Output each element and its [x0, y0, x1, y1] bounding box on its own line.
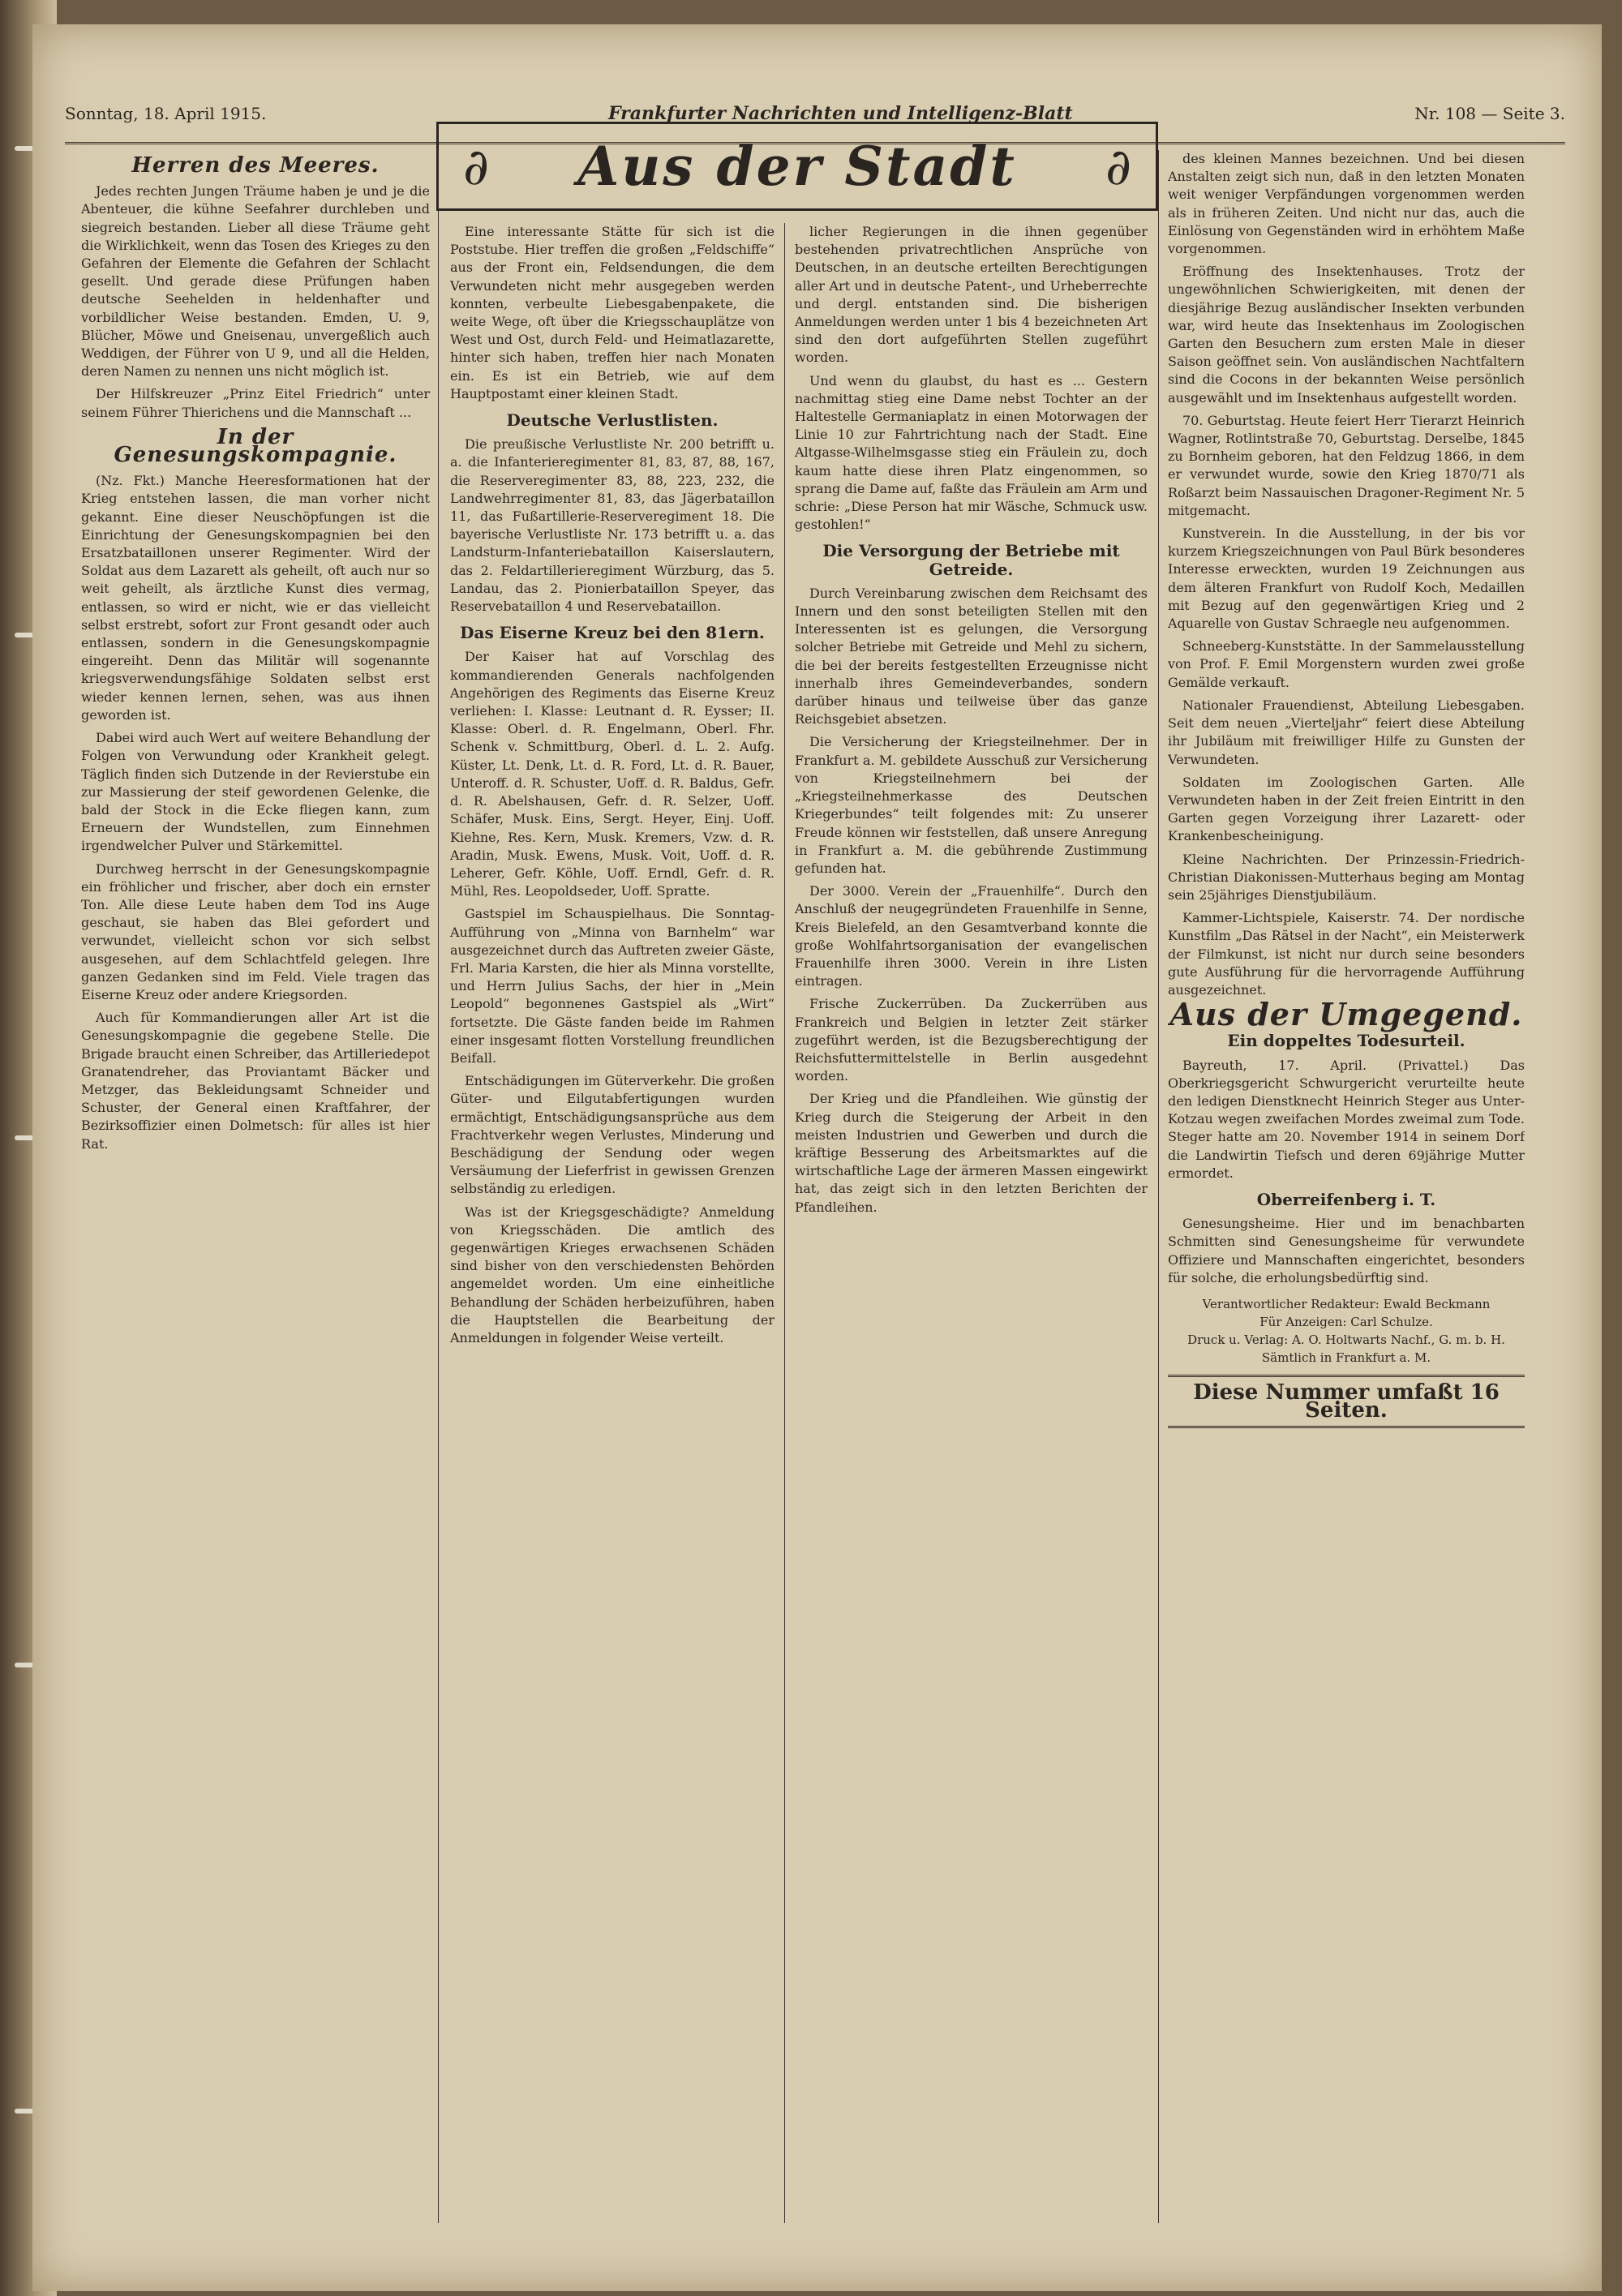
column-divider — [784, 223, 785, 2223]
article-heading: Oberreifenberg i. T. — [1256, 1189, 1436, 1209]
article-heading: In der Genesungskompagnie. — [114, 424, 397, 468]
article-heading: Herren des Meeres. — [131, 153, 380, 178]
imprint-line: Für Anzeigen: Carl Schulze. — [1259, 1314, 1433, 1329]
article-paragraph: Kammer-Lichtspiele, Kaiserstr. 74. Der nordische Kunstfilm „Das Rätsel in der Nacht“, ein Meisterwerk der Filmkunst, ist nicht nur durch seine besonders gute Ausführung für die hervorragende Aufführung ausgezeichnet. — [1168, 910, 1525, 998]
article-paragraph: Schneeberg-Kunststätte. In der Sammelausstellung von Prof. F. Emil Morgenstern wurden zwei große Gemälde verkauft. — [1168, 638, 1525, 690]
article-heading: Das Eiserne Kreuz bei den 81ern. — [460, 623, 765, 643]
column-divider — [1158, 150, 1159, 2223]
header-date: Sonntag, 18. April 1915. — [65, 104, 267, 123]
article-paragraph: Gastspiel im Schauspielhaus. Die Sonntag-Aufführung von „Minna von Barnhelm“ war ausgezeichnet durch das Auftreten zweier Gäste, Frl. Maria Karsten, die hier als Minna vorstellte, und Herrn Julius Sachs, der hier in „Mein Leopold“ begonnenes Gastspiel als „Wirt“ fortsetzte. Die Gäste fanden beide im Rahmen einer insgesamt flotten Vorstellung freundlichen Beifall. — [450, 906, 775, 1066]
section-heading: Aus der Umgegend. — [1169, 996, 1523, 1033]
article-paragraph: Kunstverein. In die Ausstellung, in der bis vor kurzem Kriegszeichnungen von Paul Bürk besonderes Interesse erweckten, wurden 19 Zeichnungen aus dem älteren Frankfurt von Rudolf Koch, Medaillen mit Bezug auf den gegenwärtigen Krieg und 2 Aquarelle von Gustav Schraegle neu aufgenommen. — [1168, 526, 1525, 632]
article-heading: Deutsche Verlustlisten. — [506, 410, 719, 431]
article-paragraph: Kleine Nachrichten. Der Prinzessin-Friedrich-Christian Diakonissen-Mutterhaus beging am Montag sein 25jähriges Dienstjubiläum. — [1168, 851, 1525, 903]
article-paragraph: (Nz. Fkt.) Manche Heeresformationen hat der Krieg entstehen lassen, die man vorher nicht gekannt. Eine dieser Neuschöpfungen ist die Einrichtung der Genesungskompagnien bei den Ersatzbataillonen unserer Regimenter. Wird der Soldat aus dem Lazarett als geheilt, oft auch nur so weit geheilt, als ärztliche Kunst dies vermag, entlassen, so wird er nicht, wie er das vielleicht selbst erstrebt, sofort zur Front gesandt oder auch entlassen, sondern in die Genesungskompagnie eingereiht. Denn das Militär will sogenannte kriegsverwendungsfähige Soldaten selbst erst wieder kennen lernen, sehen, was aus ihnen geworden ist. — [81, 473, 430, 723]
article-paragraph: Entschädigungen im Güterverkehr. Die großen Güter- und Eilgutabfertigungen wurden ermächtigt, Entschädigungsansprüche aus dem Frachtverkehr wegen Verlustes, Minderung und Beschädigung der Sendung oder wegen Versäumung der Lieferfrist in gewissen Grenzen selbständig zu erledigen. — [450, 1073, 775, 1197]
header-paper-title: Frankfurter Nachrichten und Intelligenz-Blatt — [607, 103, 1073, 124]
imprint-line: Druck u. Verlag: A. O. Holtwarts Nachf., G. m. b. H. — [1187, 1332, 1505, 1347]
article-paragraph: Der Krieg und die Pfandleihen. Wie günstig der Krieg durch die Steigerung der Arbeit in den meisten Industrien und Gewerben und durch die kräftige Besserung des Arbeitsmarktes auf die wirtschaftliche Lage der ärmeren Massen eingewirkt hat, das zeigt sich in den letzten Berichten der Pfandleihen. — [795, 1091, 1148, 1215]
article-paragraph: Frische Zuckerrüben. Da Zuckerrüben aus Frankreich und Belgien in letzter Zeit stärker zugeführt werden, ist die Bezugsberechtigung der Reichsfuttermittelstelle in Berlin ausgedehnt worden. — [795, 996, 1148, 1084]
section-title: Aus der Stadt — [577, 135, 1017, 198]
column-4 — [1168, 150, 1525, 2247]
article-paragraph: Und wenn du glaubst, du hast es ... Gestern nachmittag stieg eine Dame nebst Tochter an der Haltestelle Germaniaplatz in einen Motorwagen der Linie 10 zur Fahrtrichtung nach der Stadt. Eine Altgasse-Wilhelmsgasse stieg ein Fräulein zu, doch kaum hatte diese ihren Platz eingenommen, so sprang die Dame auf, faßte das Fräulein am Arm und schrie: „Diese Person hat mir Wäsche, Schmuck usw. gestohlen!“ — [795, 372, 1148, 533]
article-paragraph: Durch Vereinbarung zwischen dem Reichsamt des Innern und den sonst beteiligten Stellen mit den Interessenten ist es gelungen, die Versorgung solcher Betriebe mit Getreide und Mehl zu sichern, die bei der bereits festgestellten Erzeugnisse nicht innerhalb ihres Gemeindeverbandes, sondern darüber hinaus und teilweise über das ganze Reichsgebiet absetzen. — [795, 585, 1148, 727]
article-paragraph: Jedes rechten Jungen Träume haben je und je die Abenteuer, die kühne Seefahrer durchleben und siegreich bestanden. Lieber all diese Träume geht die Wirklichkeit, wenn das Tosen des Krieges zu den Gefahren der Elemente die Gefahren der Schlacht gesellt. Und gerade diese Prüfungen haben deutsche Seehelden in heldenhafter und vorbildlicher Weise bestanden. Emden, U. 9, Blücher, Möwe und Gneisenau, unvergeßlich auch Weddigen, der Führer von U 9, und all die Helden, deren Namen zu nennen uns nicht möglich ist. — [81, 183, 430, 380]
article-paragraph: Dabei wird auch Wert auf weitere Behandlung der Folgen von Verwundung oder Krankheit gelegt. Täglich finden sich Dutzende in der Revierstube ein zur Massierung der steif gewordenen Gelenke, die bald der Stock in die Ecke fliegen kann, zum Erneuern der Wundstellen, zum Einnehmen irgendwelcher Pulver und Stärkemittel. — [81, 730, 430, 854]
article-paragraph: Bayreuth, 17. April. (Privattel.) Das Oberkriegsgericht Schwurgericht verurteilte heute den ledigen Dienstknecht Heinrich Steger aus Unter-Kotzau wegen zweifachen Mordes zweimal zum Tode. Steger hatte am 20. November 1914 in seinem Dorf die Landwirtin Tiefsch und deren 69jährige Mutter ermordet. — [1168, 1057, 1525, 1181]
article-paragraph: Genesungsheime. Hier und im benachbarten Schmitten sind Genesungsheime für verwundete Offiziere und Mannschaften eingerichtet, besonders für solche, die erholungsbedürftig sind. — [1168, 1216, 1525, 1285]
article-paragraph: Der Hilfskreuzer „Prinz Eitel Friedrich“ unter seinem Führer Thierichens und die Mannschaft ... — [81, 386, 430, 420]
article-paragraph: Auch für Kommandierungen aller Art ist die Genesungskompagnie die gegebene Stelle. Die Brigade braucht einen Schreiber, das Artilleriedepot Granatendreher, das Proviantamt Bäcker und Metzger, das Bekleidungsamt Schneider und Schuster, der General einen Kraftfahrer, der Bezirksoffizier einen Dolmetsch: für alles ist hier Rat. — [81, 1010, 430, 1152]
article-paragraph: licher Regierungen in die ihnen gegenüber bestehenden privatrechtlichen Ansprüche von Deutschen, in an deutsche erteilten Berechtigungen aller Art und in deutsche Patent-, und Urheberrechte und dergl. entstanden sind. Die bisherigen Anmeldungen werden unter 1 bis 4 bezeichneten Art sind den dort aufgeführten Stellen zugeführt worden. — [795, 224, 1148, 366]
section-masthead — [436, 122, 1158, 211]
article-paragraph: Die preußische Verlustliste Nr. 200 betrifft u. a. die Infanterieregimenter 81, 83, 87, 88, 167, die Reserveregimenter 83, 88, 223, 232, die Landwehrregimenter 81, 83, das Jägerbataillon 11, das Fußartillerie-Reserveregiment 18. Die bayerische Verlustliste Nr. 173 betrifft u. a. das Landsturm-Infanteriebataillon Kaiserslautern, das 2. Feldartillerieregiment Würzburg, das 5. Landau, das 2. Pionierbataillon Speyer, das Reservebataillon 4 und Reservebataillon. — [450, 436, 775, 615]
imprint-line: Verantwortlicher Redakteur: Ewald Beckmann — [1202, 1296, 1491, 1311]
article-heading: Die Versorgung der Betriebe mit Getreide. — [822, 541, 1120, 579]
article-paragraph: des kleinen Mannes bezeichnen. Und bei diesen Anstalten zeigt sich nun, daß in den letzten Monaten weit weniger Verpfändungen vorgenommen werden als in früheren Zeiten. Und nicht nur das, auch die Einlösung von Gegenständen wird in erhöhtem Maße vorgenommen. — [1168, 151, 1525, 257]
article-paragraph: Die Versicherung der Kriegsteilnehmer. Der in Frankfurt a. M. gebildete Ausschuß zur Versicherung von Kriegsteilnehmern bei der „Kriegsteilnehmerkasse des Deutschen Kriegerbundes“ teilt folgendes mit: Zu unserer Freude können wir feststellen, daß unsere Anregung in Frankfurt a. M. die gebührende Zustimmung gefunden hat. — [795, 734, 1148, 876]
column-2 — [450, 223, 775, 2223]
article-paragraph: Eine interessante Stätte für sich ist die Poststube. Hier treffen die großen „Feldschiffe“ aus der Front ein, Feldsendungen, die dem Verwundeten nicht mehr ausgegeben werden konnten, verbeulte Liebesgabenpakete, die weite Wege, oft über die Kriegsschauplätze von West und Ost, durch Feld- und Heimatlazarette, hinter sich haben, treffen hier nach Monaten ein. Es ist ein Betrieb, wie auf dem Hauptpostamt einer kleinen Stadt. — [450, 224, 775, 401]
page-count-notice: Diese Nummer umfaßt 16 Seiten. — [1168, 1375, 1525, 1428]
ornament-left-icon: ∂ — [463, 136, 490, 196]
column-3 — [795, 223, 1148, 2223]
article-paragraph: Der 3000. Verein der „Frauenhilfe“. Durch den Anschluß der neugegründeten Frauenhilfe in Senne, Kreis Bielefeld, an den Gesamtverband konnte die große Wohlfahrtsorganisation der evangelischen Frauenhilfe ihren 3000. Verein in ihre Listen eintragen. — [795, 883, 1148, 989]
article-paragraph: Eröffnung des Insektenhauses. Trotz der ungewöhnlichen Schwierigkeiten, mit denen der diesjährige Bezug ausländischer Insekten verbunden war, wird heute das Insektenhaus im Zoologischen Garten den Besuchern zum ersten Male in dieser Saison geöffnet sein. Von ausländischen Nachtfaltern sind die Cocons in der bekannten Weise persönlich ausgewählt und im Insektenhaus aufgestellt worden. — [1168, 264, 1525, 406]
column-divider — [438, 150, 439, 2223]
article-heading: Ein doppeltes Todesurteil. — [1227, 1031, 1465, 1051]
header-page-number: Nr. 108 — Seite 3. — [1414, 104, 1565, 123]
article-paragraph: Was ist der Kriegsgeschädigte? Anmeldung von Kriegsschäden. Die amtlich des gegenwärtigen Krieges erwachsenen Schäden sind bisher von den verschiedensten Behörden angemeldet worden. Um eine einheitliche Behandlung der Schäden herbeizuführen, haben die Hauptstellen die Bearbeitung der Anmeldungen in folgender Weise verteilt. — [450, 1204, 775, 1345]
column-1 — [81, 150, 430, 2223]
ornament-right-icon: ∂ — [1105, 136, 1131, 196]
article-paragraph: Soldaten im Zoologischen Garten. Alle Verwundeten haben in der Zeit freien Eintritt in den Garten gegen Vorzeigung ihrer Lazarett- oder Krankenbescheinigung. — [1168, 774, 1525, 844]
article-paragraph: Nationaler Frauendienst, Abteilung Liebesgaben. Seit dem neuen „Vierteljahr“ feiert diese Abteilung ihr Jubiläum mit freiwilliger Hilfe zu Gunsten der Verwundeten. — [1168, 697, 1525, 767]
imprint — [1168, 1295, 1525, 1367]
imprint-line: Sämtlich in Frankfurt a. M. — [1261, 1350, 1431, 1365]
article-paragraph: Durchweg herrscht in der Genesungskompagnie ein fröhlicher und frischer, aber doch ein ernster Ton. Alle diese Leute haben dem Tod ins Auge geschaut, sie haben das Blei gefordert und verwundet, vielleicht schon vor sich selbst ausgesehen, auf dem Schlachtfeld gelegen. Ihre ganzen Gedanken sind im Feld. Viele tragen das Eiserne Kreuz oder andere Kriegsorden. — [81, 860, 430, 1002]
article-paragraph: 70. Geburtstag. Heute feiert Herr Tierarzt Heinrich Wagner, Rotlintstraße 70, Geburtstag. Derselbe, 1845 zu Bornheim geboren, hat den Feldzug 1866, in dem er verwundet wurde, sowie den Krieg 1870/71 als Roßarzt beim Nassauischen Dragoner-Regiment Nr. 5 mitgemacht. — [1168, 412, 1525, 518]
article-paragraph: Der Kaiser hat auf Vorschlag des kommandierenden Generals nachfolgenden Angehörigen des Regiments das Eiserne Kreuz verliehen: I. Klasse: Leutnant d. R. Eysser; II. Klasse: Oberl. d. R. Engelmann, Oberl. Fhr. Schenk v. Schmittburg, Oberl. d. L. 2. Aufg. Küster, Lt. Denk, Lt. d. R. Ford, Lt. d. R. Bauer, Unteroff. d. R. Schuster, Uoff. d. R. Baldus, Gefr. d. R. Abelshausen, Gefr. d. R. Selzer, Uoff. Schäfer, Musk. Eins, Sergt. Heyer, Einj. Uoff. Kiehne, Res. Kern, Musk. Kremers, Vzw. d. R. Aradin, Musk. Ewens, Musk. Voit, Uoff. d. R. Leherer, Gefr. Köhle, Uoff. Erndl, Gefr. d. R. Mühl, Res. Leopoldseder, Uoff. Spratte. — [450, 649, 775, 899]
